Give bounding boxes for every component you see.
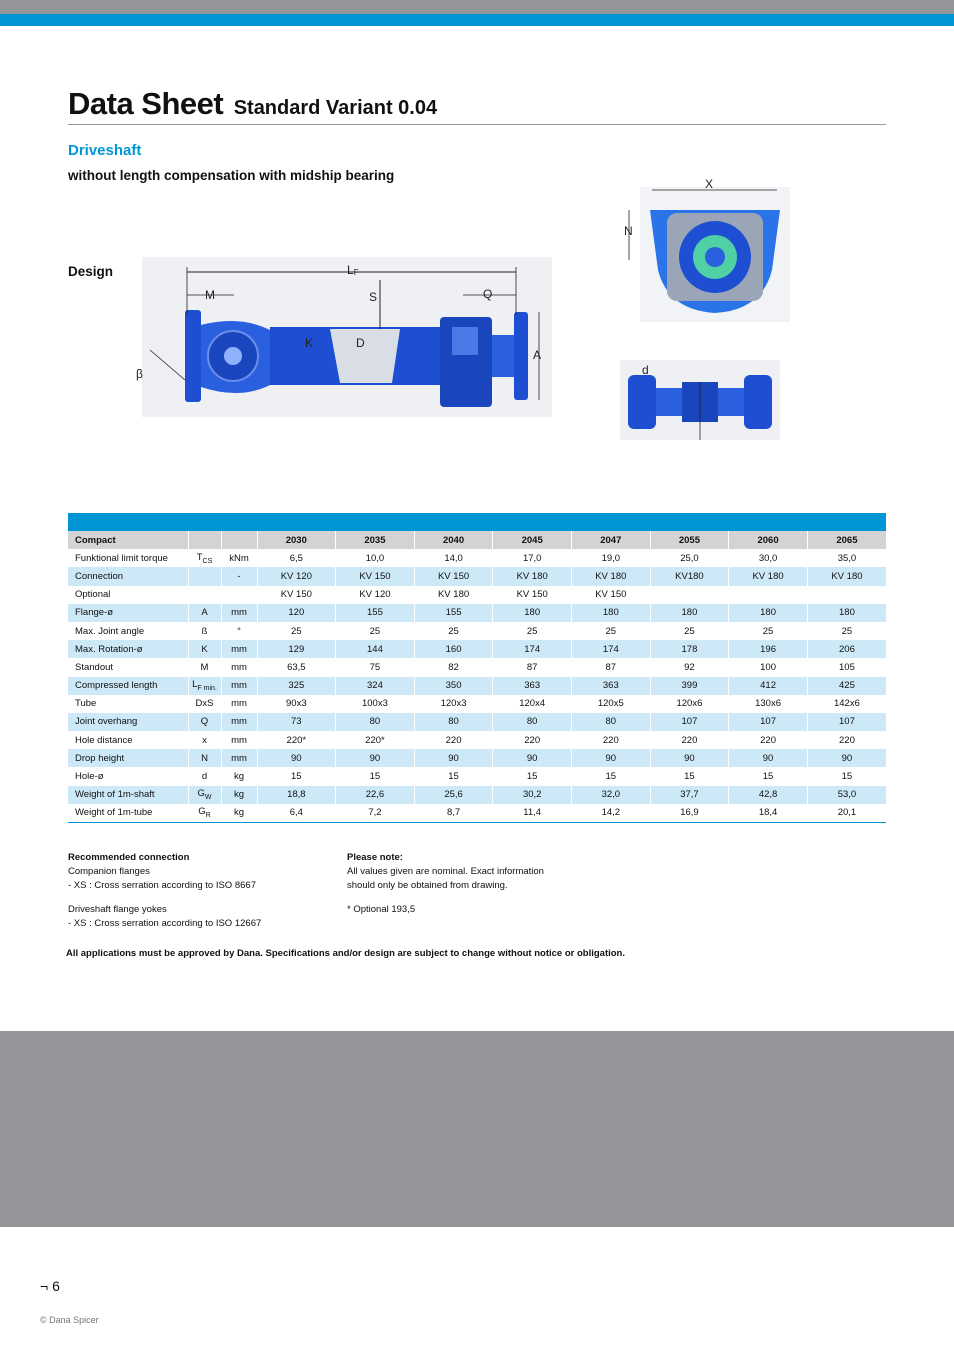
table-cell: 144	[336, 640, 415, 658]
table-cell: KV 180	[493, 567, 572, 585]
table-cell: 100x3	[336, 695, 415, 713]
left-cross	[224, 347, 242, 365]
table-cell: 15	[336, 767, 415, 785]
bearing-end-view	[612, 175, 797, 325]
table-cell: 87	[493, 658, 572, 676]
right-flange	[514, 312, 528, 400]
s-label: S	[369, 290, 378, 304]
please-line-1: All values given are nominal. Exact information	[347, 866, 544, 877]
row-label: Weight of 1m-shaft	[68, 786, 188, 804]
please-title: Please note:	[347, 852, 403, 863]
header-cell: 2065	[807, 531, 886, 549]
table-row	[68, 786, 886, 804]
page-number-value: 6	[52, 1278, 60, 1294]
table-cell: 22,6	[336, 786, 415, 804]
row-symbol	[188, 586, 221, 604]
table-row	[68, 767, 886, 785]
flange-yokes: Driveshaft flange yokes	[68, 904, 167, 915]
row-symbol: K	[188, 640, 221, 658]
row-unit: °	[221, 622, 257, 640]
row-symbol: M	[188, 658, 221, 676]
table-row	[68, 677, 886, 695]
table-cell: 107	[807, 713, 886, 731]
table-row	[68, 713, 886, 731]
table-row	[68, 749, 886, 767]
table-cell: 10,0	[336, 549, 415, 567]
row-unit: mm	[221, 713, 257, 731]
bearing-window	[452, 327, 478, 355]
header-cell: 2055	[650, 531, 729, 549]
table-cell: 30,0	[729, 549, 808, 567]
table-cell: 15	[257, 767, 336, 785]
table-cell: 14,0	[414, 549, 493, 567]
lf-label: LF	[347, 263, 359, 277]
table-cell: 220*	[336, 731, 415, 749]
table-cell: 80	[572, 713, 651, 731]
row-label: Optional	[75, 589, 111, 601]
table-cell: 220	[807, 731, 886, 749]
table-cell: 15	[414, 767, 493, 785]
table-cell: 180	[729, 604, 808, 622]
table-cell: 107	[729, 713, 808, 731]
row-symbol	[188, 567, 221, 585]
page-title	[68, 86, 437, 122]
row-symbol: x	[188, 731, 221, 749]
table-cell: 105	[807, 658, 886, 676]
table-cell: 325	[257, 677, 336, 695]
table-cell: 17,0	[493, 549, 572, 567]
table-cell: 53,0	[807, 786, 886, 804]
row-unit: kg	[221, 786, 257, 804]
q-label: Q	[483, 287, 493, 301]
right-neck	[492, 335, 514, 377]
table-cell: 80	[493, 713, 572, 731]
table-cell: 130x6	[729, 695, 808, 713]
row-label: Connection	[68, 567, 188, 585]
table-cell: 90	[336, 749, 415, 767]
recommended-connection-note	[68, 851, 261, 931]
table-cell: 25	[414, 622, 493, 640]
table-cell: 220	[650, 731, 729, 749]
table-cell: 120	[257, 604, 336, 622]
table-cell: 82	[414, 658, 493, 676]
table-cell: 120x5	[572, 695, 651, 713]
optional-note: * Optional 193,5	[347, 904, 416, 915]
table-cell: 73	[257, 713, 336, 731]
table-cell: 425	[807, 677, 886, 695]
top-blue-band	[0, 14, 954, 26]
table-cell: 6,5	[257, 549, 336, 567]
left-flange	[185, 310, 201, 402]
row-symbol: $G_W$	[188, 786, 221, 804]
disclaimer: All applications must be approved by Dana. Specifications and/or design are subject to change without notice or obligation.	[66, 948, 625, 959]
title-divider	[68, 124, 886, 125]
row-unit: mm	[221, 749, 257, 767]
row-label: Drop height	[68, 749, 188, 767]
design-label: Design	[68, 264, 114, 279]
table-cell: 25,0	[650, 549, 729, 567]
beta-label: β	[136, 367, 143, 381]
table-cell: 92	[650, 658, 729, 676]
bottom-grey-band	[0, 1031, 954, 1227]
table-cell: 19,0	[572, 549, 651, 567]
table-cell: 90	[807, 749, 886, 767]
row-label: Max. Rotation-ø	[68, 640, 188, 658]
table-cell: 32,0	[572, 786, 651, 804]
table-cell: 16,9	[650, 804, 729, 823]
table-cell: KV 150	[257, 586, 336, 604]
table-cell: 180	[807, 604, 886, 622]
row-label: Max. Joint angle	[75, 625, 145, 637]
section-title: Driveshaft	[68, 142, 142, 159]
table-cell: 90	[572, 749, 651, 767]
table-cell: 399	[650, 677, 729, 695]
row-symbol: ß	[188, 622, 221, 640]
table-cell: 120x4	[493, 695, 572, 713]
please-line-2: should only be obtained from drawing.	[347, 880, 508, 891]
table-cell: 37,7	[650, 786, 729, 804]
table-cell: 90	[414, 749, 493, 767]
table-cell: KV 180	[414, 586, 493, 604]
table-cell: 87	[572, 658, 651, 676]
row-symbol: d	[188, 767, 221, 785]
table-cell: 90x3	[257, 695, 336, 713]
please-note	[347, 851, 544, 917]
table-cell: 120x6	[650, 695, 729, 713]
recommended-title: Recommended connection	[68, 852, 190, 863]
table-row	[68, 567, 886, 585]
table-cell: 412	[729, 677, 808, 695]
row-symbol: DxS	[188, 695, 221, 713]
header-cell	[221, 531, 257, 549]
header-cell: 2060	[729, 531, 808, 549]
table-cell: 25	[572, 622, 651, 640]
table-cell: KV 120	[257, 567, 336, 585]
row-unit: mm	[221, 658, 257, 676]
table-cell: 174	[493, 640, 572, 658]
copyright: © Dana Spicer	[40, 1315, 99, 1325]
header-cell: Compact	[68, 531, 188, 549]
table-cell: 155	[414, 604, 493, 622]
table-cell: 220	[572, 731, 651, 749]
table-row	[68, 604, 886, 622]
table-cell: 6,4	[257, 804, 336, 823]
table-cell: 20,1	[807, 804, 886, 823]
table-cell: 8,7	[414, 804, 493, 823]
x-label: X	[705, 177, 714, 191]
table-cell: 363	[493, 677, 572, 695]
header-cell: 2047	[572, 531, 651, 549]
row-unit: kNm	[221, 549, 257, 567]
companion-xs: - XS : Cross serration according to ISO 8667	[68, 880, 256, 891]
row-label: Hole distance	[75, 734, 133, 746]
row-label: Funktional limit torque	[75, 552, 168, 564]
header-cell: 2030	[257, 531, 336, 549]
table-cell: 14,2	[572, 804, 651, 823]
row-unit: -	[221, 567, 257, 585]
table-cell: 80	[414, 713, 493, 731]
table-cell: KV 120	[336, 586, 415, 604]
row-symbol: Q	[188, 713, 221, 731]
table-cell: KV 150	[414, 567, 493, 585]
row-unit: mm	[221, 677, 257, 695]
table-cell: 15	[807, 767, 886, 785]
d-upper-label: D	[356, 336, 365, 350]
table-cell: 90	[257, 749, 336, 767]
table-cell: 25	[807, 622, 886, 640]
table-cell: 107	[650, 713, 729, 731]
row-unit: mm	[221, 731, 257, 749]
table-cell: 30,2	[493, 786, 572, 804]
table-cell: 15	[493, 767, 572, 785]
row-label: Tube	[75, 698, 97, 710]
row-unit: kg	[221, 767, 257, 785]
table-cell: 80	[336, 713, 415, 731]
table-cell: 206	[807, 640, 886, 658]
table-cell: KV 180	[807, 567, 886, 585]
table-cell: 220	[493, 731, 572, 749]
row-label: Joint overhang	[68, 713, 188, 731]
table-row	[68, 695, 886, 713]
table-cell: 220	[414, 731, 493, 749]
page-number: ¬ 6	[40, 1278, 60, 1294]
bearing-hub	[705, 247, 725, 267]
table-cell: 180	[650, 604, 729, 622]
table-cell: 180	[493, 604, 572, 622]
row-unit: mm	[221, 695, 257, 713]
row-symbol: A	[188, 604, 221, 622]
table-cell: 90	[650, 749, 729, 767]
table-cell: 18,4	[729, 804, 808, 823]
table-cell: KV 150	[336, 567, 415, 585]
table-cell: 363	[572, 677, 651, 695]
header-cell	[188, 531, 221, 549]
table-cell: 15	[572, 767, 651, 785]
table-cell: 11,4	[493, 804, 572, 823]
m-label: M	[205, 288, 215, 302]
table-row	[68, 658, 886, 676]
table-row	[68, 586, 886, 604]
spec-table-body	[68, 549, 886, 822]
table-cell: 90	[729, 749, 808, 767]
table-row	[68, 549, 886, 567]
row-label: Hole-ø	[75, 771, 104, 783]
flange-yokes-xs: - XS : Cross serration according to ISO 12667	[68, 918, 262, 929]
table-cell: 90	[493, 749, 572, 767]
table-cell: 15	[729, 767, 808, 785]
table-cell: 25	[493, 622, 572, 640]
table-cell: 196	[729, 640, 808, 658]
driveshaft-side-view	[130, 255, 560, 420]
table-cell: 155	[336, 604, 415, 622]
table-cell: 142x6	[807, 695, 886, 713]
table-header-row	[68, 531, 886, 549]
top-right-flange	[744, 375, 772, 429]
table-cell: 25	[257, 622, 336, 640]
table-cell: 25	[650, 622, 729, 640]
companion-flanges: Companion flanges	[68, 866, 150, 877]
row-unit	[221, 586, 257, 604]
table-cell: KV 150	[572, 586, 651, 604]
d-lower-label: d	[642, 363, 649, 377]
table-cell: 18,8	[257, 786, 336, 804]
table-cell: 25	[336, 622, 415, 640]
table-cell: 324	[336, 677, 415, 695]
table-cell	[807, 586, 886, 604]
table-cell: 350	[414, 677, 493, 695]
k-label: K	[305, 336, 314, 350]
table-cell: KV 180	[572, 567, 651, 585]
row-label: Flange-ø	[68, 604, 188, 622]
table-cell	[729, 586, 808, 604]
table-cell: 42,8	[729, 786, 808, 804]
row-label: Compressed length	[68, 677, 188, 695]
row-unit: mm	[221, 640, 257, 658]
row-unit: kg	[221, 804, 257, 823]
table-cell: 220*	[257, 731, 336, 749]
row-symbol: $G_R$	[188, 804, 221, 823]
header-cell: 2045	[493, 531, 572, 549]
table-row	[68, 640, 886, 658]
table-cell: 160	[414, 640, 493, 658]
table-cell: 120x3	[414, 695, 493, 713]
top-left-flange	[628, 375, 656, 429]
row-symbol: $L_{F min.}$	[188, 677, 221, 695]
table-cell: 7,2	[336, 804, 415, 823]
row-symbol: N	[188, 749, 221, 767]
table-cell: 35,0	[807, 549, 886, 567]
table-cell: 63,5	[257, 658, 336, 676]
table-row	[68, 622, 886, 640]
section-subtitle: without length compensation with midship bearing	[68, 168, 395, 183]
spec-table	[68, 531, 886, 823]
top-grey-band	[0, 0, 954, 14]
row-symbol: $T_{CS}$	[188, 549, 221, 567]
table-cell: 75	[336, 658, 415, 676]
table-row	[68, 804, 886, 823]
table-cell: 174	[572, 640, 651, 658]
header-cell: 2035	[336, 531, 415, 549]
tube-cutaway	[330, 329, 400, 383]
table-cell	[650, 586, 729, 604]
header-cell: 2040	[414, 531, 493, 549]
table-cell: 220	[729, 731, 808, 749]
row-label: Weight of 1m-tube	[68, 804, 188, 823]
table-cell: 25,6	[414, 786, 493, 804]
table-cell: 15	[650, 767, 729, 785]
row-unit: mm	[221, 604, 257, 622]
table-cell: KV180	[650, 567, 729, 585]
title-main: Data Sheet	[68, 86, 224, 121]
bearing-top-view	[620, 360, 780, 442]
table-cell: KV 180	[729, 567, 808, 585]
a-label: A	[533, 348, 542, 362]
table-cell: 25	[729, 622, 808, 640]
row-label: Standout	[75, 661, 114, 673]
table-cell: 129	[257, 640, 336, 658]
table-cell: 178	[650, 640, 729, 658]
table-cell: 100	[729, 658, 808, 676]
n-label: N	[624, 224, 633, 238]
table-cell: KV 150	[493, 586, 572, 604]
table-row	[68, 731, 886, 749]
spec-table-head	[68, 531, 886, 549]
table-cell: 180	[572, 604, 651, 622]
title-variant: Standard Variant 0.04	[233, 97, 438, 119]
table-header-band	[68, 513, 886, 531]
